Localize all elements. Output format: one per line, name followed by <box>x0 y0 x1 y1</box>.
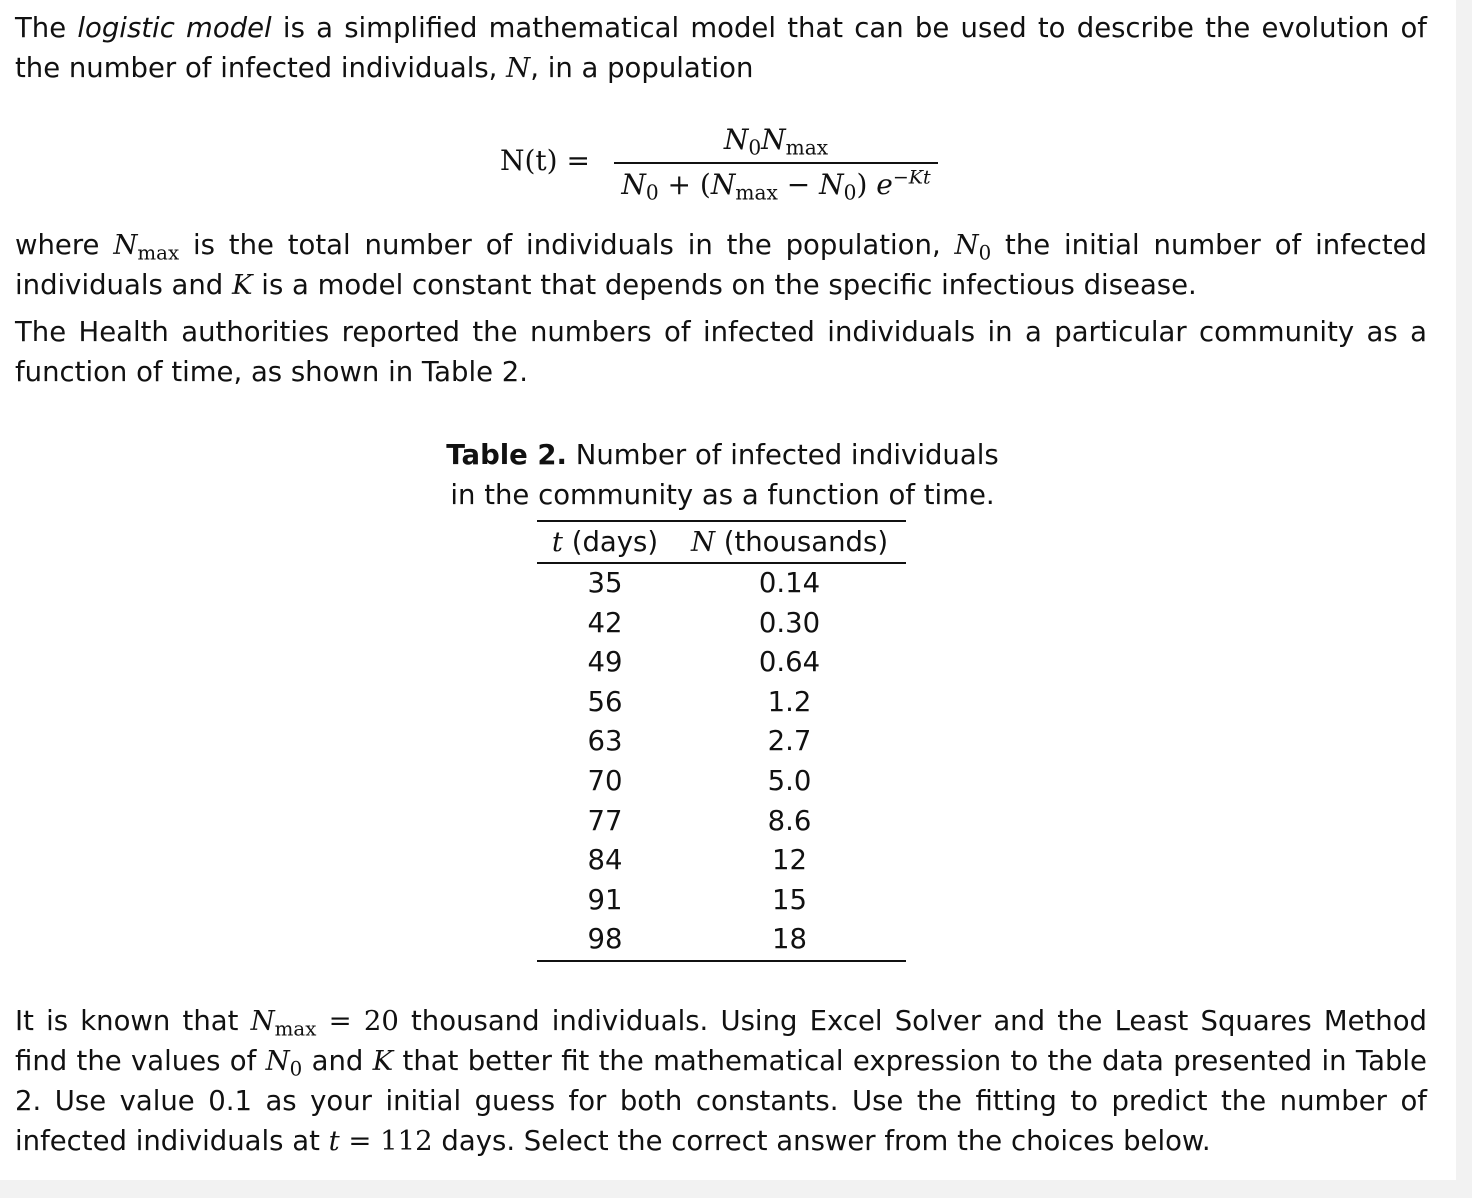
table-row <box>537 802 906 842</box>
math-var-N: N <box>954 229 979 261</box>
cell-t: 84 <box>587 844 623 877</box>
table-label: Table 2. <box>446 439 567 471</box>
where-text: is a model constant that depends on the specific infectious disease. <box>252 269 1197 301</box>
table-row <box>537 564 906 604</box>
subscript: 0 <box>748 135 762 160</box>
table-header-row <box>537 522 906 562</box>
table-row <box>537 920 906 960</box>
table-row <box>537 841 906 881</box>
question-paragraph <box>15 1001 1427 1161</box>
subscript: 0 <box>843 180 857 205</box>
table-caption <box>430 435 1015 515</box>
subscript: max <box>274 1017 317 1041</box>
exponent: −Kt <box>892 166 931 189</box>
table-row <box>537 881 906 921</box>
where-text: the initial number of infected individuals and <box>15 229 1428 301</box>
question-text: It is known that <box>15 1005 251 1037</box>
reported-paragraph: The Health authorities reported the numbers of infected individuals in a particular community as a function of time, as shown in Table 2. <box>15 316 1427 388</box>
logistic-model-term: logistic model <box>77 12 272 44</box>
subscript: 0 <box>289 1057 303 1081</box>
equation-denominator <box>614 164 938 206</box>
question-text: and <box>302 1045 373 1077</box>
column-unit: (days) <box>562 526 659 558</box>
math-var-K: K <box>232 269 253 301</box>
subscript: 0 <box>978 241 992 265</box>
table-bottom-rule <box>537 960 906 962</box>
table-row <box>537 762 906 802</box>
math-var-N: N <box>710 168 736 201</box>
math-var-N: N <box>819 168 844 201</box>
cell-n: 8.6 <box>767 804 812 837</box>
subscript: 0 <box>645 180 659 205</box>
cell-n: 15 <box>772 883 807 916</box>
question-text: days. Select the correct answer from the choices below. <box>432 1125 1211 1157</box>
math-var-N: N <box>690 526 715 558</box>
table-row <box>537 604 906 644</box>
math-var-N: N <box>113 229 138 261</box>
cell-n: 12 <box>772 844 807 877</box>
subscript: max <box>735 180 778 205</box>
table-row <box>537 722 906 762</box>
intro-paragraph <box>15 8 1427 88</box>
table-row <box>537 683 906 723</box>
cell-n: 0.14 <box>758 567 821 599</box>
intro-text: is a simplified mathematical model that can be used to describe the evolution of the number of infected individuals, <box>15 12 1427 84</box>
question-text: that better fit the mathematical expression to the data presented in Table 2. Use value 0.1 as your initial guess for both constants. Use the fitting to predict the number of infected individuals at <box>15 1045 1427 1157</box>
math-var-N: N <box>250 1005 275 1037</box>
math-operator: − <box>777 168 820 201</box>
where-paragraph <box>15 225 1427 305</box>
math-var-N: N <box>761 123 786 156</box>
math-var-e: e <box>876 168 893 201</box>
cell-t: 63 <box>587 725 623 758</box>
question-text: thousand individuals. Using Excel Solver and the Least Squares Method find the values of <box>15 1005 1427 1077</box>
cell-n: 1.2 <box>767 685 812 718</box>
intro-text: , in a population <box>530 52 754 84</box>
table-row <box>537 643 906 683</box>
where-text: is the total number of individuals in the population, <box>179 229 955 261</box>
caption-text: Number of infected individuals in the community as a function of time. <box>450 439 999 511</box>
cell-n: 0.64 <box>758 646 821 679</box>
column-unit: (thousands) <box>715 526 889 558</box>
cell-t: 98 <box>587 923 623 956</box>
cell-t: 42 <box>587 606 623 639</box>
cell-t: 77 <box>587 804 623 837</box>
cell-n: 5.0 <box>767 764 812 797</box>
cell-t: 56 <box>587 685 623 718</box>
data-table <box>537 520 906 962</box>
equation-lhs: N(t) = <box>500 144 590 177</box>
subscript: max <box>137 241 180 265</box>
logistic-equation <box>500 118 960 208</box>
math-value: = 20 <box>316 1005 399 1037</box>
column-header-n <box>673 522 906 562</box>
math-value: = 112 <box>339 1125 433 1157</box>
equation-numerator <box>614 118 938 160</box>
math-var-K: K <box>372 1045 394 1077</box>
cell-n: 2.7 <box>767 725 812 758</box>
table-body <box>537 564 906 960</box>
math-var-N: N <box>265 1045 290 1077</box>
math-var-N: N <box>506 52 531 84</box>
cell-t: 49 <box>587 646 623 679</box>
cell-t: 70 <box>587 764 623 797</box>
math-var-t: t <box>328 1125 340 1157</box>
where-text: where <box>15 229 114 261</box>
math-var-N: N <box>723 123 749 156</box>
cell-t: 35 <box>587 567 623 599</box>
cell-n: 18 <box>772 923 807 956</box>
cell-t: 91 <box>587 883 623 916</box>
math-var-N: N <box>621 168 646 201</box>
math-operator: ) <box>856 168 877 201</box>
column-header-t <box>537 522 673 562</box>
equation-fraction <box>614 118 938 206</box>
cell-n: 0.30 <box>758 606 821 639</box>
intro-text: The <box>15 12 78 44</box>
math-var-t: t <box>551 526 563 558</box>
subscript: max <box>785 135 829 160</box>
math-operator: + ( <box>658 168 711 201</box>
